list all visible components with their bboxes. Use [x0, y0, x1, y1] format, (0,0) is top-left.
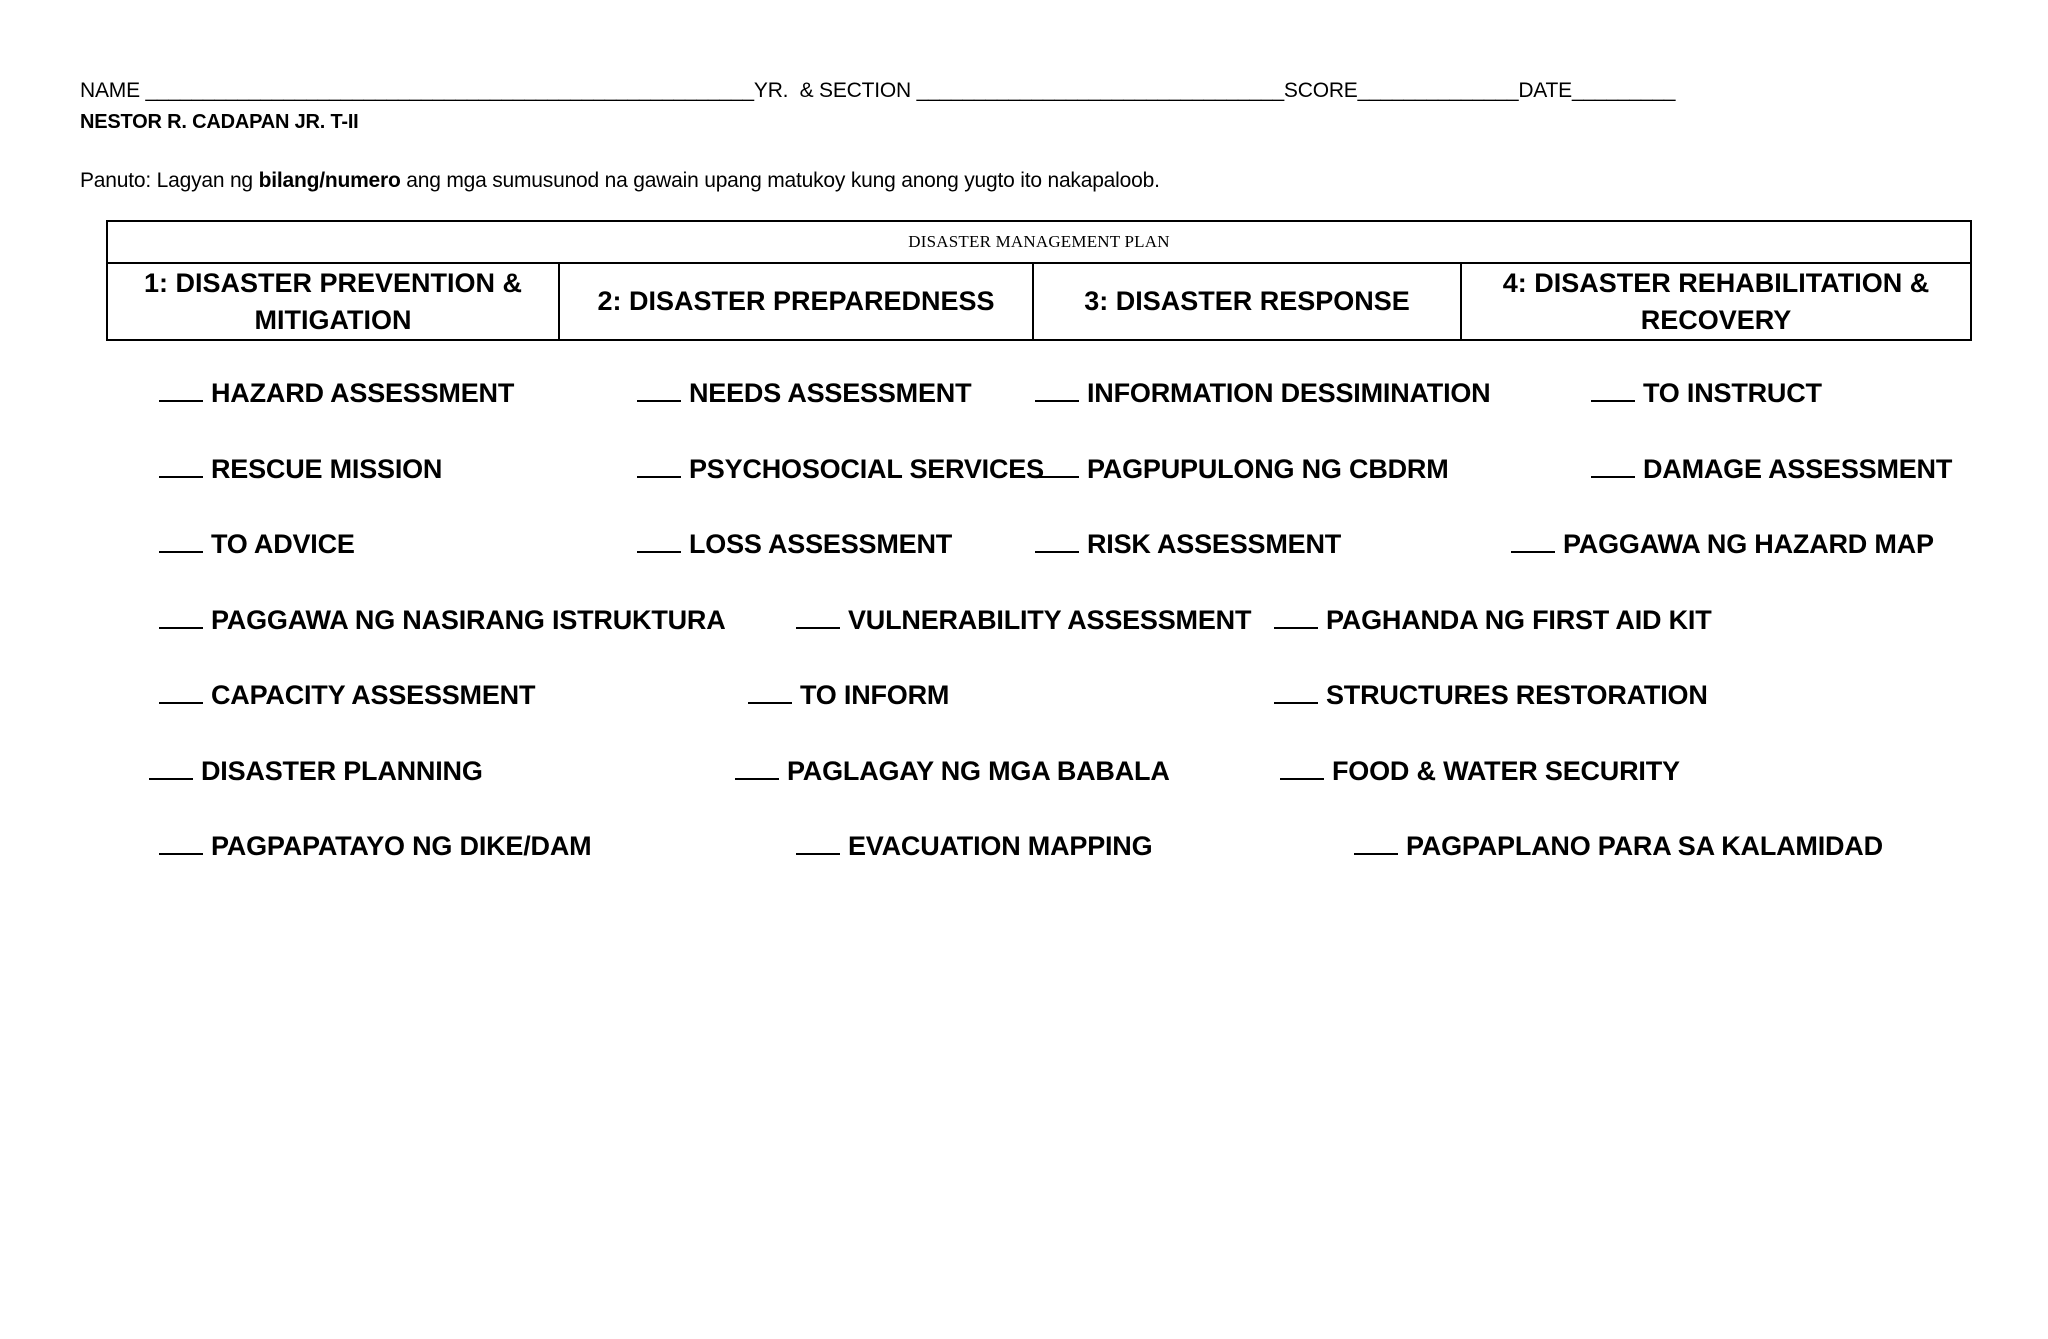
activity-item: LOSS ASSESSMENT: [637, 529, 952, 560]
answer-blank[interactable]: [748, 680, 792, 704]
activity-item: NEEDS ASSESSMENT: [637, 378, 971, 409]
activity-item: PSYCHOSOCIAL SERVICES: [637, 454, 1044, 485]
answer-blank[interactable]: [1511, 529, 1555, 553]
activity-item: HAZARD ASSESSMENT: [159, 378, 514, 409]
instructions: [80, 169, 1160, 193]
instructions-suffix: ang mga sumusunod na gawain upang matukoy kung anong yugto ito nakapaloob.: [400, 169, 1160, 192]
instructions-prefix: Panuto: Lagyan ng: [80, 169, 259, 192]
answer-blank[interactable]: [149, 756, 193, 780]
answer-blank[interactable]: [1035, 454, 1079, 478]
phase-1-prevention-mitigation: 1: DISASTER PREVENTION & MITIGATION: [108, 264, 560, 339]
answer-blank[interactable]: [637, 529, 681, 553]
phase-2-preparedness: 2: DISASTER PREPAREDNESS: [560, 264, 1034, 339]
answer-blank[interactable]: [1035, 529, 1079, 553]
activity-item: TO INSTRUCT: [1591, 378, 1822, 409]
phase-row: [108, 264, 1970, 339]
plan-title: DISASTER MANAGEMENT PLAN: [108, 222, 1970, 264]
activity-item: TO INFORM: [748, 680, 949, 711]
answer-blank[interactable]: [637, 454, 681, 478]
answer-blank[interactable]: [159, 605, 203, 629]
phase-3-response: 3: DISASTER RESPONSE: [1034, 264, 1462, 339]
author-name: NESTOR R. CADAPAN JR. T-II: [80, 111, 359, 133]
answer-blank[interactable]: [1280, 756, 1324, 780]
instructions-bold: bilang/numero: [258, 169, 401, 192]
phase-4-rehabilitation-recovery: 4: DISASTER REHABILITATION & RECOVERY: [1502, 267, 1930, 335]
answer-blank[interactable]: [159, 454, 203, 478]
activity-item: TO ADVICE: [159, 529, 355, 560]
answer-blank[interactable]: [796, 605, 840, 629]
activity-item: VULNERABILITY ASSESSMENT: [796, 605, 1251, 636]
activity-item: CAPACITY ASSESSMENT: [159, 680, 535, 711]
activity-item: INFORMATION DESSIMINATION: [1035, 378, 1490, 409]
answer-blank[interactable]: [1274, 605, 1318, 629]
activity-item: PAGPAPATAYO NG DIKE/DAM: [159, 831, 591, 862]
answer-blank[interactable]: [159, 831, 203, 855]
answer-blank[interactable]: [1274, 680, 1318, 704]
activity-item: EVACUATION MAPPING: [796, 831, 1152, 862]
answer-blank[interactable]: [796, 831, 840, 855]
activity-item: PAGGAWA NG HAZARD MAP: [1511, 529, 1934, 560]
answer-blank[interactable]: [159, 680, 203, 704]
activity-item: PAGPUPULONG NG CBDRM: [1035, 454, 1449, 485]
answer-blank[interactable]: [159, 529, 203, 553]
activity-item: PAGHANDA NG FIRST AID KIT: [1274, 605, 1712, 636]
disaster-management-plan-table: [106, 220, 1972, 341]
answer-blank[interactable]: [1035, 378, 1079, 402]
activity-item: RESCUE MISSION: [159, 454, 442, 485]
activity-item: RISK ASSESSMENT: [1035, 529, 1341, 560]
answer-blank[interactable]: [1591, 454, 1635, 478]
activity-item: PAGPAPLANO PARA SA KALAMIDAD: [1354, 831, 1883, 862]
activity-item: DAMAGE ASSESSMENT: [1591, 454, 1952, 485]
answer-blank[interactable]: [735, 756, 779, 780]
answer-blank[interactable]: [159, 378, 203, 402]
activity-item: PAGGAWA NG NASIRANG ISTRUKTURA: [159, 605, 726, 636]
answer-blank[interactable]: [1591, 378, 1635, 402]
activity-item: PAGLAGAY NG MGA BABALA: [735, 756, 1170, 787]
student-info-fields: NAME _____________________________________________________YR. & SECTION ________________________________SCORE______________DATE_________: [80, 79, 1676, 102]
activity-item: DISASTER PLANNING: [149, 756, 483, 787]
activity-item: STRUCTURES RESTORATION: [1274, 680, 1708, 711]
answer-blank[interactable]: [637, 378, 681, 402]
activity-item: FOOD & WATER SECURITY: [1280, 756, 1680, 787]
answer-blank[interactable]: [1354, 831, 1398, 855]
